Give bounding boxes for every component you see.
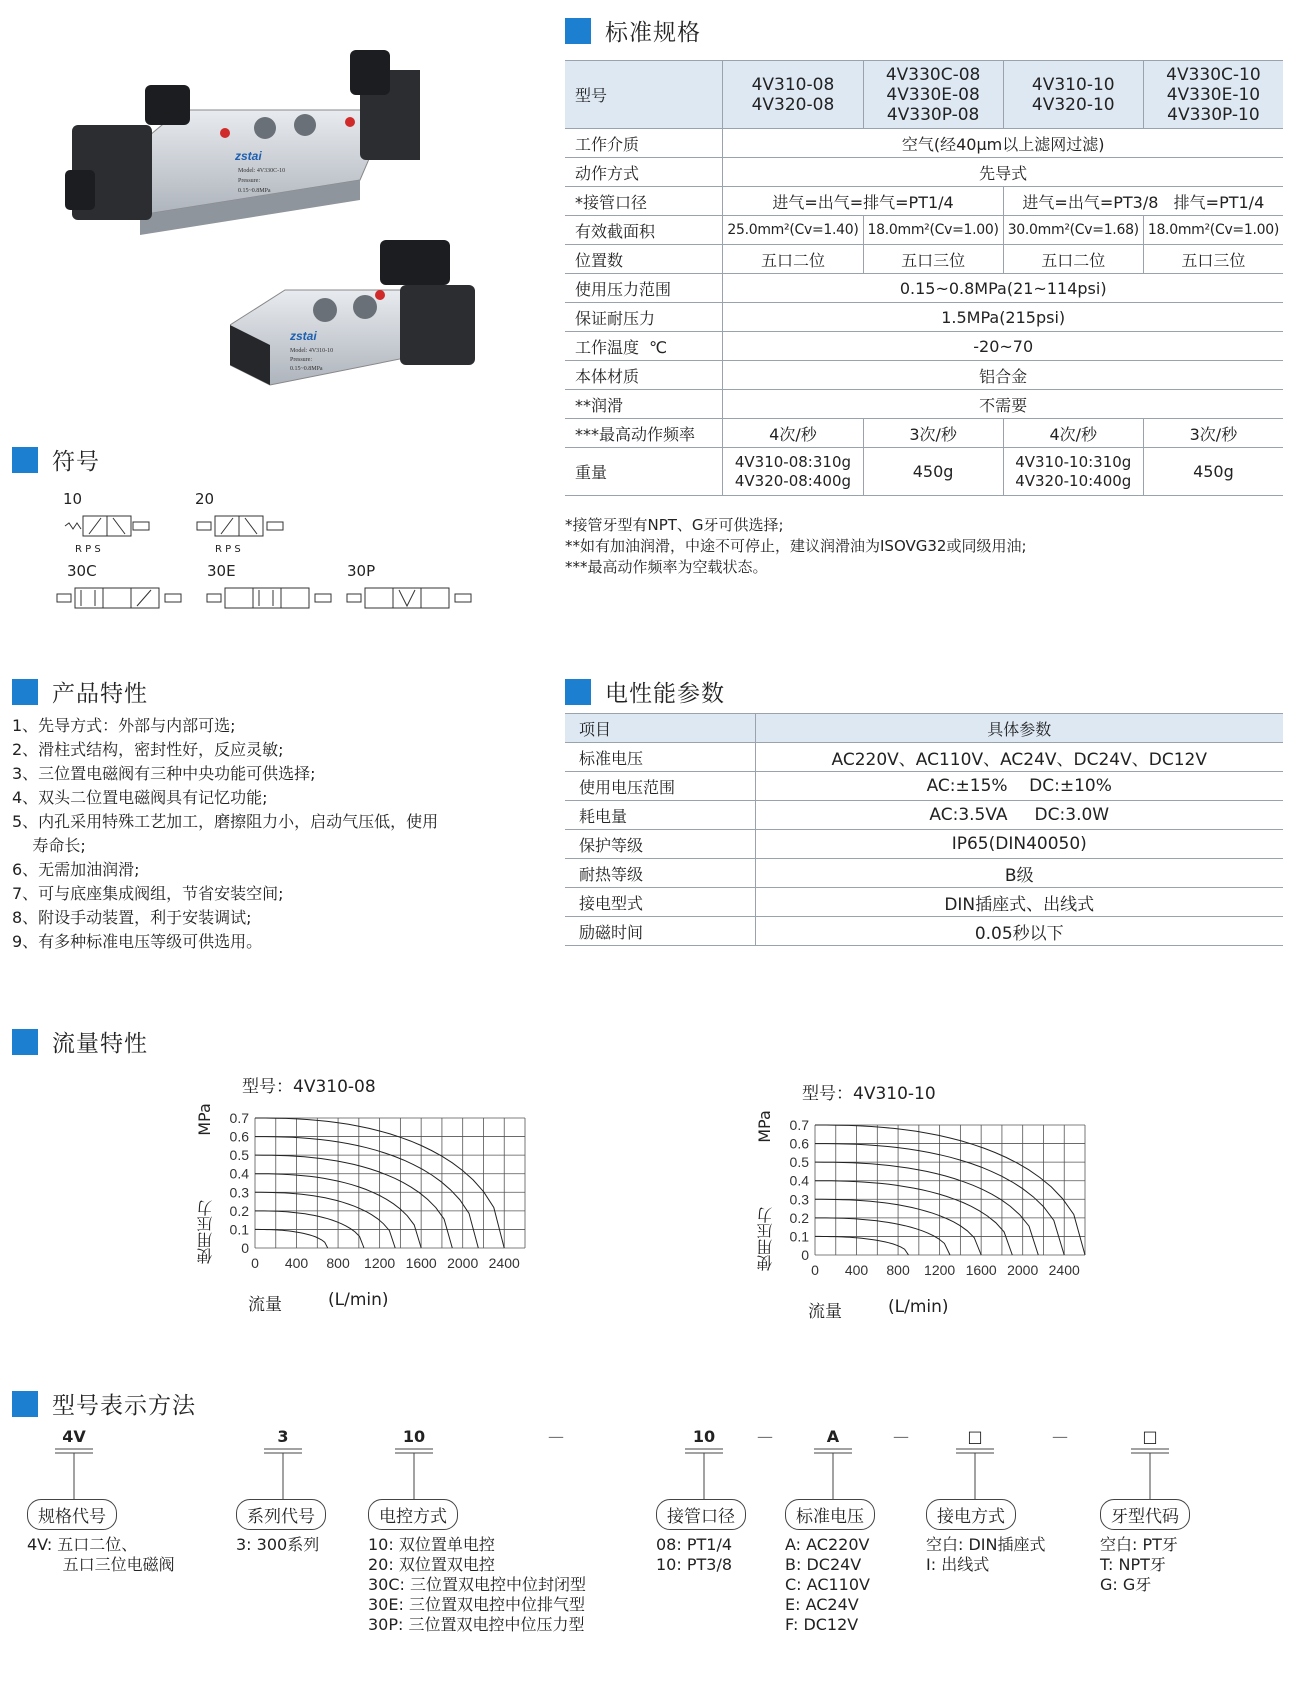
flow-chart-1 [194, 1072, 580, 1322]
symbol-code: 30E [207, 562, 236, 580]
spec-value: 4V310-08:310g 4V320-08:400g [723, 448, 863, 496]
code-voltage: A [826, 1427, 840, 1446]
spec-value: 25.0mm²(Cv=1.40) [723, 216, 863, 245]
x-tick-label: 1200 [364, 1255, 396, 1271]
table-row [565, 859, 1283, 888]
series-line [815, 1236, 909, 1255]
spec-label: **润滑 [565, 390, 723, 419]
spec-model: 4V330C-10 4V330E-10 4V330P-10 [1143, 61, 1283, 129]
spec-label: *接管口径 [565, 187, 723, 216]
spec-value: 4次/秒 [1003, 419, 1143, 448]
axis-unit-flow: (L/min) [328, 1290, 389, 1310]
code-connection: □ [967, 1427, 983, 1446]
spec-label: 位置数 [565, 245, 723, 274]
title-text: 标准规格 [605, 20, 701, 46]
table-row [565, 245, 1283, 274]
table-row [565, 772, 1283, 801]
symbol-code: 20 [195, 490, 215, 508]
spec-value: 不需要 [723, 390, 1283, 419]
spec-value: 3次/秒 [863, 419, 1003, 448]
note-line: *接管牙型有NPT、G牙可供选择; [565, 516, 784, 534]
section-title-spec [565, 14, 701, 47]
list-item: 9、有多种标准电压等级可供选用。 [12, 932, 263, 951]
desc-spec-code: 4V: 五口二位、 五口三位电磁阀 [27, 1535, 175, 1574]
spec-value: -20~70 [723, 332, 1283, 361]
product-photo-single-solenoid [230, 235, 490, 395]
symbol-30e [205, 562, 335, 620]
table-row [565, 216, 1283, 245]
section-title-flow [12, 1025, 148, 1058]
spec-label: 本体材质 [565, 361, 723, 390]
table-row [565, 917, 1283, 946]
spec-model: 4V310-08 4V320-08 [723, 61, 863, 129]
section-marker [565, 18, 591, 44]
symbol-30p [345, 562, 475, 620]
table-row [565, 129, 1283, 158]
list-item: 7、可与底座集成阀组，节省安装空间; [12, 884, 284, 903]
spec-label: 工作温度 ℃ [565, 332, 723, 361]
table-row [565, 274, 1283, 303]
feature-list [12, 714, 532, 954]
port-labels: R P S [75, 544, 101, 555]
svg-text:0.15~0.8MPa: 0.15~0.8MPa [290, 366, 323, 372]
list-item: 5、内孔采用特殊工艺加工，磨擦阻力小，启动气压低，使用 [12, 812, 439, 831]
spec-label: 型号 [565, 61, 723, 129]
y-tick-label: 0.3 [229, 1184, 249, 1201]
desc-thread: 空白: PT牙 T: NPT牙 G: G牙 [1100, 1535, 1178, 1594]
label-connection: 接电方式 [926, 1499, 1016, 1530]
label-port-size: 接管口径 [656, 1499, 746, 1530]
spec-value: 0.15~0.8MPa(21~114psi) [723, 274, 1283, 303]
chart-title: 型号：4V310-10 [802, 1084, 936, 1104]
x-tick-label: 400 [844, 1262, 869, 1278]
valve-symbol-icon [205, 580, 335, 616]
table-row [565, 361, 1283, 390]
flow-chart-plot [210, 1108, 570, 1288]
x-tick-label: 2400 [1048, 1262, 1080, 1278]
code-dash: — [1052, 1427, 1068, 1446]
series-line [255, 1229, 328, 1248]
section-marker [12, 679, 38, 705]
elec-label: 耗电量 [565, 801, 755, 830]
model-code-lines [0, 1425, 1297, 1515]
elec-value: AC:3.5VA DC:3.0W [755, 801, 1283, 830]
elec-value: 0.05秒以下 [755, 917, 1283, 946]
table-row [565, 743, 1283, 772]
desc-series-code: 3: 300系列 [236, 1535, 320, 1554]
spec-label: 重量 [565, 448, 723, 496]
x-tick-label: 2400 [488, 1255, 520, 1271]
table-row [565, 714, 1283, 743]
spec-value: 18.0mm²(Cv=1.00) [1143, 216, 1283, 245]
code-thread: □ [1142, 1427, 1158, 1446]
elec-value: AC220V、AC110V、AC24V、DC24V、DC12V [755, 743, 1283, 772]
svg-text:Pressure:: Pressure: [238, 178, 260, 184]
svg-text:zstai: zstai [235, 149, 262, 163]
x-tick-label: 800 [326, 1255, 350, 1271]
spec-value: 4V310-10:310g 4V320-10:400g [1003, 448, 1143, 496]
elec-value: AC:±15% DC:±10% [755, 772, 1283, 801]
spec-value: 3次/秒 [1143, 419, 1283, 448]
symbol-code: 30P [347, 562, 376, 580]
y-tick-label: 0.6 [789, 1135, 809, 1152]
x-tick-label: 400 [284, 1255, 309, 1271]
desc-connection: 空白: DIN插座式 I: 出线式 [926, 1535, 1046, 1574]
product-photo-double-solenoid [60, 40, 420, 240]
x-tick-label: 2000 [447, 1255, 479, 1271]
spec-value: 空气(经40μm以上滤网过滤) [723, 129, 1283, 158]
table-row [565, 448, 1283, 496]
code-dash: — [757, 1427, 773, 1446]
y-tick-label: 0.2 [789, 1209, 809, 1226]
header-value: 具体参数 [755, 714, 1283, 743]
spec-value: 1.5MPa(215psi) [723, 303, 1283, 332]
title-text: 流量特性 [52, 1031, 148, 1057]
elec-value: DIN插座式、出线式 [755, 888, 1283, 917]
table-row [565, 801, 1283, 830]
elec-value: IP65(DIN40050) [755, 830, 1283, 859]
code-dash: — [548, 1427, 564, 1446]
list-item: 2、滑柱式结构，密封性好，反应灵敏; [12, 740, 284, 759]
list-item: 4、双头二位置电磁阀具有记忆功能; [12, 788, 268, 807]
y-tick-label: 0.3 [789, 1191, 809, 1208]
code-dash: — [893, 1427, 909, 1446]
x-tick-label: 0 [811, 1262, 819, 1278]
header-item: 项目 [565, 714, 755, 743]
flow-chart-plot [770, 1115, 1130, 1295]
symbol-30c [55, 562, 185, 620]
svg-text:Model: 4V330C-10: Model: 4V330C-10 [238, 168, 286, 174]
spec-value: 五口二位 [723, 245, 863, 274]
y-tick-label: 0.1 [789, 1228, 809, 1245]
elec-label: 耐热等级 [565, 859, 755, 888]
x-tick-label: 800 [886, 1262, 910, 1278]
label-voltage: 标准电压 [785, 1499, 875, 1530]
table-row [565, 303, 1283, 332]
spec-value: 五口二位 [1003, 245, 1143, 274]
symbol-code: 10 [63, 490, 83, 508]
section-marker [12, 1391, 38, 1417]
y-tick-label: 0.1 [229, 1221, 249, 1238]
spec-value: 30.0mm²(Cv=1.68) [1003, 216, 1143, 245]
axis-unit-mpa: MPa [754, 1110, 774, 1143]
svg-text:Model: 4V310-10: Model: 4V310-10 [290, 348, 334, 354]
x-tick-label: 1600 [405, 1255, 437, 1271]
spec-value: 进气=出气=PT3/8 排气=PT1/4 [1003, 187, 1283, 216]
x-tick-label: 2000 [1007, 1262, 1039, 1278]
spec-label: 动作方式 [565, 158, 723, 187]
spec-model: 4V310-10 4V320-10 [1003, 61, 1143, 129]
spec-value: 18.0mm²(Cv=1.00) [863, 216, 1003, 245]
x-tick-label: 1200 [924, 1262, 956, 1278]
axis-label-pressure: 使用压力 [196, 1200, 215, 1264]
table-row [565, 390, 1283, 419]
section-title-features [12, 675, 148, 708]
chart-title: 型号：4V310-08 [242, 1077, 376, 1097]
x-tick-label: 1600 [965, 1262, 997, 1278]
valve-symbol-icon [195, 508, 295, 544]
y-tick-label: 0.7 [789, 1117, 809, 1133]
y-tick-label: 0.7 [229, 1110, 249, 1126]
spec-value: 先导式 [723, 158, 1283, 187]
label-control-type: 电控方式 [368, 1499, 458, 1530]
y-tick-label: 0.5 [229, 1147, 249, 1164]
list-item: 寿命长; [12, 836, 86, 855]
section-title-symbol [12, 443, 100, 476]
valve-symbol-icon [55, 580, 185, 616]
section-title-model [12, 1387, 196, 1420]
code-control: 10 [402, 1427, 426, 1446]
note-line: **如有加油润滑，中途不可停止，建议润滑油为ISOVG32或同级用油; [565, 537, 1027, 555]
symbol-diagrams [55, 490, 495, 630]
list-item: 1、先导方式：外部与内部可选; [12, 716, 236, 735]
axis-label-pressure: 使用压力 [756, 1207, 775, 1271]
y-tick-label: 0.4 [229, 1165, 249, 1182]
spec-value: 450g [1143, 448, 1283, 496]
spec-value: 五口三位 [1143, 245, 1283, 274]
y-tick-label: 0.4 [789, 1172, 809, 1189]
axis-label-flow: 流量 [248, 1295, 282, 1315]
list-item: 8、附设手动装置，利于安装调试; [12, 908, 252, 927]
symbol-code: 30C [67, 562, 97, 580]
section-marker [565, 679, 591, 705]
elec-label: 标准电压 [565, 743, 755, 772]
table-row [565, 830, 1283, 859]
spec-value: 进气=出气=排气=PT1/4 [723, 187, 1003, 216]
elec-value: B级 [755, 859, 1283, 888]
label-thread: 牙型代码 [1100, 1499, 1190, 1530]
valve-symbol-icon [63, 508, 153, 544]
spec-label: 保证耐压力 [565, 303, 723, 332]
table-row [565, 332, 1283, 361]
spec-value: 4次/秒 [723, 419, 863, 448]
x-tick-label: 0 [251, 1255, 259, 1271]
title-text: 符号 [52, 449, 100, 475]
svg-text:zstai: zstai [290, 329, 317, 343]
list-item: 3、三位置电磁阀有三种中央功能可供选择; [12, 764, 316, 783]
elec-label: 励磁时间 [565, 917, 755, 946]
port-labels: R P S [215, 544, 241, 555]
y-tick-label: 0 [801, 1247, 809, 1263]
table-row [565, 187, 1283, 216]
code-series: 4V [62, 1427, 86, 1446]
spec-label: 有效截面积 [565, 216, 723, 245]
axis-label-flow: 流量 [808, 1302, 842, 1322]
list-item: 6、无需加油润滑; [12, 860, 140, 879]
spec-model: 4V330C-08 4V330E-08 4V330P-08 [863, 61, 1003, 129]
spec-notes [565, 515, 1285, 578]
y-tick-label: 0.5 [789, 1154, 809, 1171]
table-row [565, 419, 1283, 448]
elec-label: 使用电压范围 [565, 772, 755, 801]
title-text: 型号表示方法 [52, 1393, 196, 1419]
svg-text:Pressure:: Pressure: [290, 357, 312, 363]
spec-label: 使用压力范围 [565, 274, 723, 303]
desc-voltage: A: AC220V B: DC24V C: AC110V E: AC24V F: DC12V [785, 1535, 870, 1634]
spec-label: ***最高动作频率 [565, 419, 723, 448]
spec-table [565, 60, 1283, 496]
y-tick-label: 0.2 [229, 1202, 249, 1219]
svg-text:0.15~0.8MPa: 0.15~0.8MPa [238, 188, 271, 194]
desc-port-size: 08: PT1/4 10: PT3/8 [656, 1535, 733, 1574]
spec-value: 铝合金 [723, 361, 1283, 390]
section-marker [12, 1029, 38, 1055]
elec-label: 接电型式 [565, 888, 755, 917]
spec-value: 五口三位 [863, 245, 1003, 274]
axis-unit-mpa: MPa [194, 1103, 214, 1136]
symbol-20 [195, 490, 295, 555]
valve-symbol-icon [345, 580, 475, 616]
code-port: 10 [692, 1427, 716, 1446]
section-marker [12, 447, 38, 473]
model-code-diagram [0, 1425, 1297, 1680]
section-title-electrical [565, 675, 725, 708]
y-tick-label: 0.6 [229, 1128, 249, 1145]
electrical-table [565, 713, 1283, 946]
label-series-code: 系列代号 [236, 1499, 326, 1530]
title-text: 产品特性 [52, 681, 148, 707]
table-row [565, 61, 1283, 129]
code-sub-series: 3 [277, 1427, 289, 1446]
symbol-10 [63, 490, 153, 555]
spec-value: 450g [863, 448, 1003, 496]
table-row [565, 158, 1283, 187]
y-tick-label: 0 [241, 1240, 249, 1256]
flow-chart-2 [754, 1079, 1140, 1329]
label-spec-code: 规格代号 [27, 1499, 117, 1530]
axis-unit-flow: (L/min) [888, 1297, 949, 1317]
elec-label: 保护等级 [565, 830, 755, 859]
spec-label: 工作介质 [565, 129, 723, 158]
series-line [815, 1162, 1038, 1255]
desc-control-type: 10: 双位置单电控 20: 双位置双电控 30C: 三位置双电控中位封闭型 30E: 三位置双电控中位排气型 30P: 三位置双电控中位压力型 [368, 1535, 587, 1634]
title-text: 电性能参数 [605, 681, 725, 707]
note-line: ***最高动作频率为空载状态。 [565, 558, 768, 576]
table-row [565, 888, 1283, 917]
